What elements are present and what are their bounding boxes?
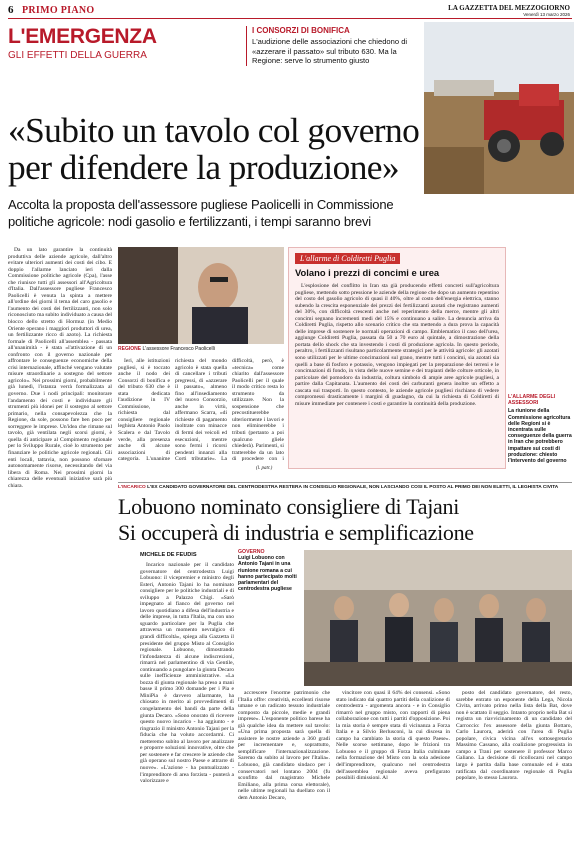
coldiretti-headline: Volano i prezzi di concimi e urea [295, 267, 440, 278]
main-article-col1-text: Da un lato garantire la continuità produttiva delle aziende agricole, dall'altro evitare ulteriori aumenti dei costi dei cibo. E doppio l'allarme lanciato ieri dalla Commissione politiche agricole (Cpa), l'asse che riunisce tutti gli assessori all'Agricoltura d'Italia. Dall'assessore pugliese Francesco Paolicelli è venuta la spinta a mettere all'ordine dei giorni il tema del caro gasolio e l'aumento dei costi dei fertilizzanti, non solo riconosciuto ma subito individuato a causa del blocco dello stretto di Hormuz (in Medio Oriente operano i maggiori produttori di urea, un fertilizzante ricco di azoto). La richiesta formale di Paolicelli all'assemblea - passata all'unanimità - è stata «l'attivazione di un confronto con il governo nazionale per affrontare le conseguenze economiche della crisi internazionale, affinché vengano valutate misure straordinarie a sostegno del settore agricolo». Nei prossimi giorni, probabilmente già lunedì, l'istanza verrà formalizzata al governo. Due i nodi principali: monitorare l'andamento dei costi e individuare gli strumenti più idonei per il sostegno al settore primario, nella consapevolezza che la Regione, da sole, possono fare ben poco per sorreggere le imprese. Un'idea che rimane sul tavolo, già ventilata negli scorsi giorni, è quella di anticipare al Compimento regionale per lo Sviluppo Rurale, cioè lo strumento per finanziare le politiche agricole regionali. Gli enti locali, tattavia, non possono sfornare autonomamente risorse, necessitando del via libera di Roma. Nei prossimi giorni la chiarezza delle eventuali iniziative sarà più chiara. [8, 247, 112, 489]
main-article-column-1 [8, 247, 112, 833]
kicker-subtitle: GLI EFFETTI DELLA GUERRA [8, 50, 147, 61]
tractor-illustration [424, 22, 574, 194]
second-article-col2-text: accrescere l'enorme patrimonio che l'Italia offre: creatività, eccellenti risorse umane e un radicato tessuto industriale composto da piccole, medie e grandi imprese». L'esponente politico barese ha già qualche idea da mettere sul tavolo: «Una prima proposta sarà quella di assistere le nostre aziende a 360 gradi per incrementare e, soprattutto, semplificare l'internazionalizzazione. Saremo da subito al lavoro per l'Italia». Lobuono, già candidato sindaco per i conservatori nel lontano 2004 (fu sconfitto dal magistrato Michele Emiliano, alla prima corsa elettorale), nelle ultime regionali ha duellato con il dem Antonio Decaro, [238, 690, 330, 801]
headline-line-2: per difendere la produzione» [8, 147, 399, 187]
consorzi-block [246, 26, 418, 66]
subheadline-line-2: politiche agricole: nodi gasolio e fertilizzanti, i tempi saranno brevi [8, 214, 371, 229]
second-article-col3-text: vincitore con quasi il 64% dei consensi. «Sono stato indicato dai quattro partiti della coalizione di centrodestra - argomenta ancora - e in Consiglio rimarrò nel gruppo misto, con rapporti di piena collaborazione con tutti i partiti d'opposizione. Poi la mia storia è sempre stata di vicinanza a Forza Italia e a Silvio Berlusconi, la cui discesa in campo ha cambiato la storia di questo Paese». Nelle scorse settimane, dopo le frizioni tra Lobuono e il gruppo di Forza Italia culminate nella formazione del Misto con la sola adesione dell'imprenditore, qualcuno nel centrodestra dell'assemblea regionale aveva prefigurato possibili dimissioni. Al [336, 690, 450, 782]
governo-caption-text: Luigi Lobuono con Antonio Tajani in una riunione romana a cui hanno partecipato molti parlamentari del centrodestra pugliese [238, 555, 297, 593]
second-article-col1-text: Incarico nazionale per il candidato governatore del centrodestra Luigi Lobuono: il vicepremier e ministro degli Esteri, Antonio Tajani lo ha nominato consigliere per le politiche industriali e di sviluppo a Palazzo Chigi. «Sarò impegnato al fianco del governo nel lavoro quotidiano a difesa dell'industria e delle imprese, in tutta l'Italia, ma con uno sguardo particolare per la Puglia che attraversa un momento nevralgico di grandi difficoltà», spiega alla Gazzetta il presidente del gruppo Misto al Consiglio regionale. Lobuono, dimostrando l'infondatezza di alcune indiscrezioni, rimarrà nel parlamentino di via Gentile, continuando a pungolare la giunta Decaro sulle inefficienze amministrative. «La bozza di giunta regionale ha preso a mani basse il primo 300 domande per i Pia e MiniPia è davvero allarmante, ha chiosato in merito ai provvedimenti di congelamento dei bandi da parte della giunta Decaro. «Sono onorato di ricevere questo nuovo incarico - ha aggiunto - e ringrazio il ministro Antonio Tajani per la fiducia che ha voluto accordarmi. Ci metteremo subito al lavoro per analizzare e proporre soluzioni innovative, oltre che per sostenere e far crescere le aziende che già operano sul nostro Paese e attrarre di nuove». «L'azione - ha puntualizzato - l'imprenditore di area forzista - punterà a valorizzare e [140, 562, 234, 785]
coldiretti-kicker: L'allarme di Coldiretti Puglia [295, 253, 400, 264]
second-headline-line-2: Si occuperà di industria e semplificazione [118, 520, 474, 545]
paolicelli-photo [118, 247, 284, 344]
second-kicker-label: L'INCARICO [118, 485, 146, 490]
photo-caption [118, 346, 284, 352]
second-kicker-text: L'EX CANDIDATO GOVERNATORE DEL CENTRODESTRA RESTERÀ IN CONSIGLIO REGIONALE, NON LASCIANDO COSÌ IL POSTO AL PRIMO DEI NON ELETTI, IL LEGHISTA CIVITA [147, 485, 559, 490]
second-article-byline: MICHELE DE FEUDIS [140, 552, 197, 558]
coldiretti-text-wrap [295, 283, 499, 463]
consorzi-text: L'audizione delle associazioni che chiedono di «azzerare il passato» sul tributo 630. Ma la Regione: serve lo strumento giusto [252, 37, 408, 66]
second-article-column-1 [140, 562, 234, 834]
second-article-col4-text: posto del candidato governatore, del resto, sarebbe entrato un esponente della Lega, Nicola Civita, arrivato primo nella lista della Bat, dove non è scattato il seggio. Intanto proprio nella Bat si registra un riavvicinamento di un candidato del Carroccio: l'ex assessore della giunta Bottaro, Carlo Laurora, aderirà con l'area di Puglia popolare, civica vicina all'ex sottosegretario Massimo Cassano, alla coalizione progressista in campo a Trani per sostenere il professor Marco Galiano. La decisione di ricollocarsi nel campo largo è partita dalla base comunale ed è stata ratificata dal coordinatore regionale di Puglia popolare, lo stesso Laurora. [456, 690, 572, 782]
portrait-illustration [118, 247, 284, 344]
main-article-column-2 [118, 358, 284, 468]
sidebar-note [508, 394, 572, 464]
page-number: 6 [8, 4, 14, 16]
subheadline-line-1: Accolta la proposta dell'assessore pugliese Paolicelli in Commissione [8, 197, 394, 212]
masthead [8, 4, 572, 19]
kicker-title: L'EMERGENZA [8, 25, 157, 48]
sidebar-note-title: L'ALLARME DEGLI ASSESSORI [508, 394, 556, 407]
group-photo [304, 550, 572, 686]
photo-caption-text: L'assessore Francesco Paolicelli [142, 346, 215, 352]
issue-date: Venerdì 13 marzo 2026 [523, 12, 570, 17]
photo-caption-label: REGIONE [118, 346, 142, 352]
farm-photo [424, 22, 574, 194]
consorzi-label: I CONSORZI DI BONIFICA [252, 26, 350, 35]
second-article-column-4 [456, 690, 572, 834]
sidebar-note-text: La riunione della Commissione agricoltura delle Regioni si è incentrata sulle conseguenze della guerra in Iran che potrebbero impattare sui costi di produzione: chiesto l'intervento del governo [508, 408, 572, 465]
newspaper-name: LA GAZZETTA DEL MEZZOGIORNO [448, 4, 570, 12]
section-label: PRIMO PIANO [22, 5, 95, 16]
second-article-column-2 [238, 690, 330, 834]
main-article-byline: (l. patr.) [256, 466, 273, 471]
coldiretti-text: L'esplosione del conflitto in Iran sta già producendo effetti concreti sull'agricoltura pugliese, mettendo sotto pressione le aziende della regione che dopo un aumento repentino del costo del gasolio agricolo di quasi il 40%, oltre al costo dell'energia elettrica, stanno subendo la crescita esponenziale dei prezzi dei fertilizzanti azotati che registrano aumenti del 30%, con difficoltà crescenti anche nel reperimento della merce, mentre gli altri concimi segnano incrementi medi del 15% e continuano a salire. La denuncia arriva da Coldiretti Puglia, rispetto allo scenario critico che sta mettendo a dura prova la capacità delle imprese di sostenere le normali operazioni di campo. Emblematico il caso dell'urea, aggiunge Coldiretti Puglia, passata da 50 a 70 euro al quintale, a dimostrazione della portata dello shock che sta investendo i costi di produzione agricola. In questo periodo, peraltro, i fertilizzanti risultano particolarmente strategici per le attività agricole: gli azotati sono utilizzati per le ultime concimazioni sul grano, mentre tutti i concimi, sia azotati sia quelli a base di fosforo e potassio, vengono impiegati per la preparazione dei terreni e le concimazioni di fondo, in vista delle nuove semine e dei trapianti delle colture orticole, in particolare del pomodoro da industria, coltura simbolo di ampie aree agricole pugliesi, a partire dalla Capitanata. L'aumento dei costi dei carburanti genera inoltre un effetto a cascata sui trasporti. In questo contesto, le aziende agricole pugliesi rischiano di vedere compromessi drasticamente i margini di guadagno, da cui la richiesta di Coldiretti di misure immediate per contenere i costi e garantire la continuità della produzione. [295, 283, 499, 407]
governo-caption [238, 549, 300, 592]
coldiretti-box [288, 247, 506, 469]
governo-caption-label: GOVERNO [238, 549, 265, 555]
second-headline-line-1: Lobuono nominato consigliere di Tajani [118, 494, 460, 519]
main-article-col2-text: Ieri, alle istituzioni pugliesi, si è toccato anche il nodo dei Consorzi di bonifica e del tributo 630 che è stata dedicata l'audizione in IV Commissione, richiesta dal consigliere regionale leghista Antonio Paolo Scalera e dal Tavolo verde, alla presenza anche di alcune associazioni di categoria. L'unanime richiesta del mondo agricolo è stata quella di cancellare i tributi pregressi, di «azzerare il passato», almeno fino all'insediamento del nuovo Consorzio, anche in virtù, affermano Scarra, «di richieste di pagamento inoltrate con minacce di fermi dei veicoli ed esecuzioni, mentre sono fermi i ricorsi pendenti innanzi alla Corti tributarie». La difficoltà, però, è «tecnica» come chiarito dall'assessore Paolicelli per il quale il modo critico resta lo strumento da utilizzare. Non la sospensione che precostituerebbe ulteriormente i lavori e non eliminerebbe i tributi (pertanto a poi qualcuno gliele chiederà). Parimenti, si tratterebbe da un lato di procedere con i [118, 358, 284, 463]
second-article-column-3 [336, 690, 450, 834]
main-subheadline [8, 196, 572, 230]
kicker-block [8, 26, 240, 61]
headline-line-1: «Subito un tavolo col governo [8, 110, 420, 150]
section-divider [118, 482, 572, 483]
second-article-headline [118, 494, 572, 546]
meeting-illustration [304, 550, 572, 686]
main-headline [8, 112, 422, 186]
second-article-kicker [118, 485, 572, 490]
